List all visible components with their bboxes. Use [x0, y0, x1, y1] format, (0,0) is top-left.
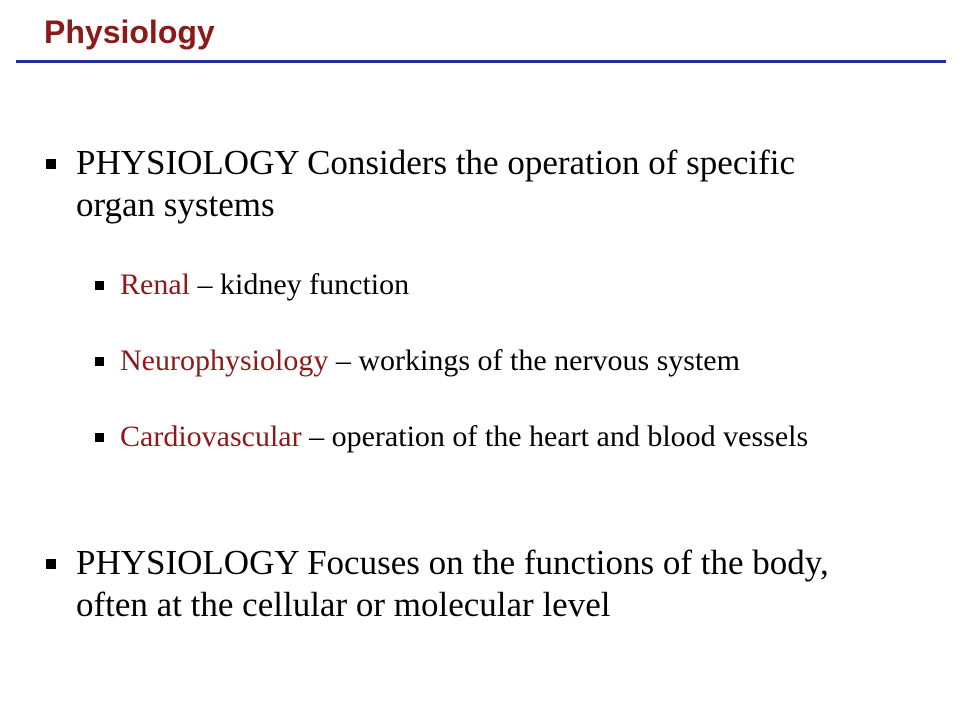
- square-bullet-icon: [46, 559, 56, 569]
- slide-title: Physiology: [44, 14, 215, 50]
- square-bullet-icon: [95, 357, 104, 366]
- bullet-text: PHYSIOLOGY Focuses on the functions of the body, often at the cellular or molecular level: [76, 543, 829, 624]
- title-divider: [16, 60, 946, 63]
- sub-item-term: Renal: [120, 268, 190, 301]
- sub-item-term: Neurophysiology: [120, 344, 329, 377]
- square-bullet-icon: [95, 281, 104, 290]
- sub-item-desc: kidney function: [219, 268, 410, 301]
- bullet-text: PHYSIOLOGY Considers the operation of specific organ systems: [76, 143, 795, 224]
- sub-item-renal: [120, 266, 900, 304]
- sub-item-desc: operation of the heart and blood vessels: [331, 420, 809, 453]
- sub-item-neurophysiology: [120, 342, 920, 380]
- sub-item-dash: –: [328, 344, 359, 377]
- sub-item-dash: –: [189, 268, 220, 301]
- sub-item-cardiovascular: [120, 418, 900, 456]
- sub-item-desc: workings of the nervous system: [358, 344, 740, 377]
- bullet-body-functions: [76, 542, 876, 626]
- square-bullet-icon: [95, 433, 104, 442]
- sub-item-dash: –: [301, 420, 332, 453]
- square-bullet-icon: [46, 159, 56, 169]
- bullet-organ-systems: [76, 142, 876, 226]
- sub-item-term: Cardiovascular: [120, 420, 302, 453]
